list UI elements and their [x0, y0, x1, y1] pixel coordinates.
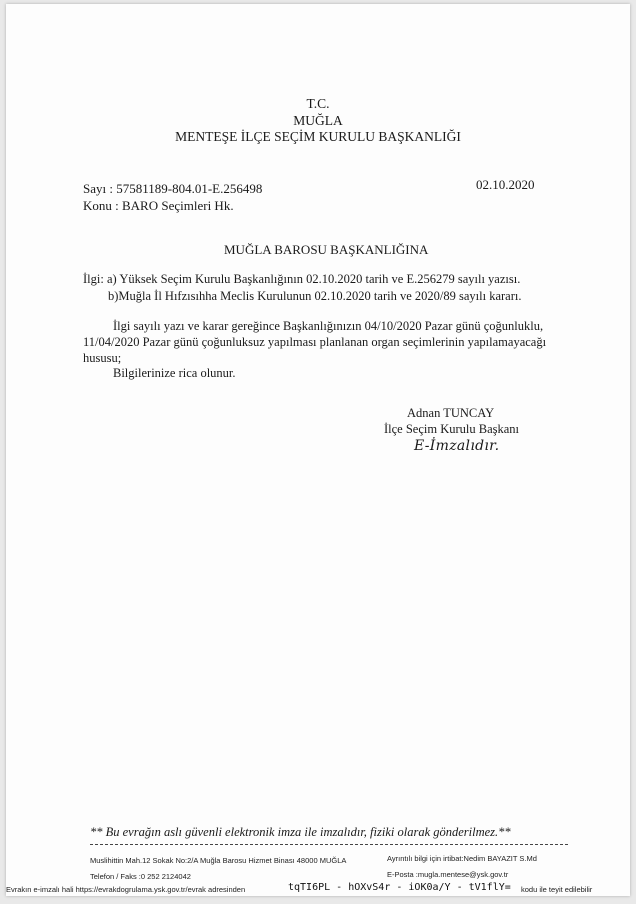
- document-date: 02.10.2020: [476, 177, 535, 192]
- handwritten-e-signature: E-İmzalıdır.: [414, 438, 500, 454]
- subject-line: Konu : BARO Seçimleri Hk.: [83, 198, 234, 213]
- document-page: [6, 4, 630, 896]
- reference-number: Sayı : 57581189-804.01-E.256498: [83, 181, 263, 196]
- e-signature-notice: ** Bu evrağın aslı güvenli elektronik imza ile imzalıdır, fiziki olarak gönderilmez.**: [90, 825, 511, 839]
- verification-code: tqTI6PL - hOXvS4r - iOK0a/Y - tV1flY=: [288, 882, 511, 893]
- footer-phone: Telefon / Faks :0 252 2124042: [90, 872, 191, 881]
- recipient-heading: MUĞLA BAROSU BAŞKANLIĞINA: [224, 242, 429, 257]
- body-paragraph-line-2: 11/04/2020 Pazar günü çoğunluksuz yapılması planlanan organ seçimlerinin yapılamayacağı: [83, 335, 547, 349]
- header-institution: MENTEŞE İLÇE SEÇİM KURULU BAŞKANLIĞI: [175, 129, 461, 144]
- footer-address: Muslihittin Mah.12 Sokak No:2/A Muğla Barosu Hizmet Binası 48000 MUĞLA: [90, 856, 347, 865]
- verification-url-text: Evrakın e-imzalı hali https://evrakdogrulama.ysk.gov.tr/evrak adresinden: [6, 885, 246, 894]
- body-paragraph-line-3: hususu;: [83, 351, 122, 365]
- verification-line: [6, 882, 630, 896]
- header-province: MUĞLA: [293, 113, 343, 128]
- reference-a: İlgi: a) Yüksek Seçim Kurulu Başkanlığının 02.10.2020 tarih ve E.256279 sayılı yazısı.: [83, 272, 521, 286]
- footer-divider: [90, 844, 568, 845]
- body-paragraph-line-1: İlgi sayılı yazı ve karar gereğince Başkanlığınızın 04/10/2020 Pazar günü çoğunluklu,: [113, 319, 544, 333]
- header-tc: T.C.: [306, 96, 330, 111]
- signatory-title: İlçe Seçim Kurulu Başkanı: [384, 422, 520, 436]
- reference-b: b)Muğla İl Hıfzısıhha Meclis Kurulunun 02.10.2020 tarih ve 2020/89 sayılı kararı.: [108, 289, 522, 303]
- verification-suffix: kodu ile teyit edilebilir: [521, 885, 593, 894]
- footer-email: E-Posta :mugla.mentese@ysk.gov.tr: [387, 870, 509, 879]
- footer-contact: Ayrıntılı bilgi için irtibat:Nedim BAYAZIT S.Md: [387, 854, 537, 863]
- signatory-name: Adnan TUNCAY: [407, 406, 495, 420]
- closing-line: Bilgilerinize rica olunur.: [113, 366, 236, 380]
